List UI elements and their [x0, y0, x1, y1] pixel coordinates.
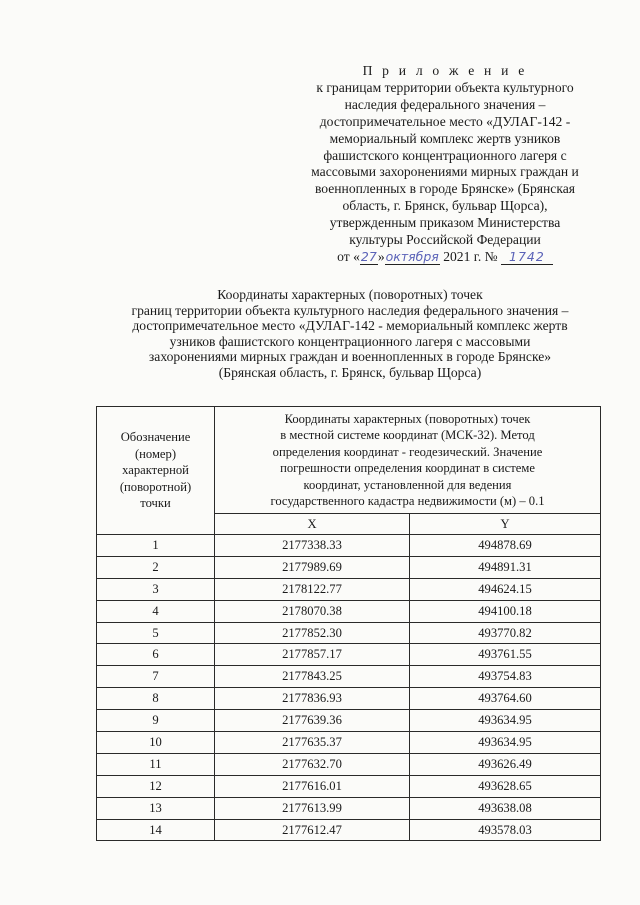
- heading-line: Координаты характерных (поворотных) точек: [217, 287, 483, 302]
- handwritten-day: 27: [360, 248, 377, 264]
- x-coordinate-cell: 2177632.70: [215, 753, 410, 775]
- y-coordinate-cell: 493638.08: [410, 797, 601, 819]
- y-coordinate-cell: 493634.95: [410, 732, 601, 754]
- point-number-cell: 13: [97, 797, 215, 819]
- y-coordinate-cell: 493764.60: [410, 688, 601, 710]
- heading-line: захоронениями мирных граждан и военнопленных в городе Брянске»: [148, 349, 552, 365]
- table-row: [97, 666, 601, 688]
- table-row: [97, 644, 601, 666]
- point-number-cell: 6: [97, 644, 215, 666]
- header-line: точки: [140, 496, 171, 511]
- table-row: [97, 732, 601, 754]
- point-number-cell: 7: [97, 666, 215, 688]
- header-line: координат, установленной для ведения: [303, 477, 512, 492]
- point-number-cell: 9: [97, 710, 215, 732]
- x-coordinate-cell: 2177612.47: [215, 819, 410, 841]
- appendix-line: культуры Российской Федерации: [349, 232, 541, 248]
- point-number-cell: 2: [97, 556, 215, 578]
- heading-line: достопримечательное место «ДУЛАГ-142 - мемориальный комплекс жертв: [132, 318, 568, 334]
- header-line: в местной системе координат (МСК-32). Метод: [280, 428, 535, 442]
- y-coordinate-cell: 494624.15: [410, 578, 601, 600]
- table-row: [97, 600, 601, 622]
- header-line: Обозначение: [120, 430, 191, 445]
- x-coordinate-cell: 2177852.30: [215, 622, 410, 644]
- appendix-title: П р и л о ж е н и е: [362, 63, 528, 78]
- y-coordinate-cell: 493754.83: [410, 666, 601, 688]
- heading-line: (Брянская область, г. Брянск, бульвар Щорса): [218, 364, 482, 380]
- heading-line: границ территории объекта культурного наследия федерального значения –: [131, 302, 569, 318]
- x-coordinate-cell: 2177857.17: [215, 644, 410, 666]
- x-coordinate-cell: 2177613.99: [215, 797, 410, 819]
- x-coordinate-cell: 2178122.77: [215, 578, 410, 600]
- coordinates-header: [215, 407, 601, 514]
- y-coordinate-cell: 493626.49: [410, 753, 601, 775]
- x-coordinate-cell: 2177836.93: [215, 688, 410, 710]
- order-date-line: [290, 249, 600, 266]
- appendix-line: фашистского концентрационного лагеря с: [323, 147, 567, 163]
- table-row: [97, 535, 601, 557]
- y-coordinate-cell: 494100.18: [410, 600, 601, 622]
- date-mid: »: [377, 248, 385, 264]
- appendix-line: к границам территории объекта культурного: [316, 79, 574, 95]
- table-row: [97, 775, 601, 797]
- point-number-cell: 14: [97, 819, 215, 841]
- x-coordinate-cell: 2178070.38: [215, 600, 410, 622]
- x-column-header: X: [215, 514, 410, 535]
- date-prefix: от «: [337, 248, 360, 264]
- header-line: (номер): [134, 446, 177, 461]
- table-row: [97, 753, 601, 775]
- point-number-cell: 1: [97, 535, 215, 557]
- x-coordinate-cell: 2177616.01: [215, 775, 410, 797]
- x-coordinate-cell: 2177989.69: [215, 556, 410, 578]
- document-heading: [95, 287, 605, 381]
- header-line: Координаты характерных (поворотных) точек: [284, 411, 531, 426]
- point-number-cell: 8: [97, 688, 215, 710]
- y-coordinate-cell: 493770.82: [410, 622, 601, 644]
- table-row: [97, 710, 601, 732]
- appendix-block: [290, 63, 600, 266]
- appendix-line: утвержденным приказом Министерства: [329, 215, 561, 231]
- appendix-line: область, г. Брянск, бульвар Щорса),: [342, 198, 548, 214]
- table-row: [97, 819, 601, 841]
- y-coordinate-cell: 493628.65: [410, 775, 601, 797]
- y-column-header: Y: [410, 514, 601, 535]
- table-row: [97, 578, 601, 600]
- point-number-cell: 10: [97, 732, 215, 754]
- appendix-line: военнопленных в городе Брянске» (Брянская: [314, 181, 576, 197]
- y-coordinate-cell: 493578.03: [410, 819, 601, 841]
- y-coordinate-cell: 493634.95: [410, 710, 601, 732]
- y-coordinate-cell: 493761.55: [410, 644, 601, 666]
- header-line: характерной: [122, 463, 189, 478]
- table-row: [97, 556, 601, 578]
- point-number-cell: 12: [97, 775, 215, 797]
- table-row: [97, 622, 601, 644]
- x-coordinate-cell: 2177635.37: [215, 732, 410, 754]
- x-coordinate-cell: 2177843.25: [215, 666, 410, 688]
- appendix-line: наследия федерального значения –: [344, 96, 546, 112]
- year-number-label: 2021 г. №: [443, 248, 498, 264]
- x-coordinate-cell: 2177338.33: [215, 535, 410, 557]
- point-number-cell: 11: [97, 753, 215, 775]
- point-number-header: [97, 407, 215, 535]
- appendix-line: достопримечательное место «ДУЛАГ-142 -: [319, 113, 571, 129]
- point-number-cell: 5: [97, 622, 215, 644]
- y-coordinate-cell: 494878.69: [410, 535, 601, 557]
- heading-line: узников фашистского концентрационного лагеря с массовыми: [169, 333, 531, 349]
- header-line: государственного кадастра недвижимости (м) – 0.1: [270, 494, 545, 508]
- x-coordinate-cell: 2177639.36: [215, 710, 410, 732]
- y-coordinate-cell: 494891.31: [410, 556, 601, 578]
- header-line: (поворотной): [119, 479, 192, 494]
- appendix-line: массовыми захоронениями мирных граждан и: [311, 164, 579, 180]
- table-row: [97, 688, 601, 710]
- handwritten-order-number: 1742: [501, 249, 553, 265]
- table-row: [97, 797, 601, 819]
- handwritten-month: октября: [385, 248, 439, 264]
- header-line: погрешности определения координат в системе: [280, 461, 535, 475]
- header-line: определения координат - геодезический. Значение: [272, 444, 543, 459]
- point-number-cell: 3: [97, 578, 215, 600]
- appendix-line: мемориальный комплекс жертв узников: [329, 130, 561, 146]
- point-number-cell: 4: [97, 600, 215, 622]
- coordinates-table: [96, 406, 601, 841]
